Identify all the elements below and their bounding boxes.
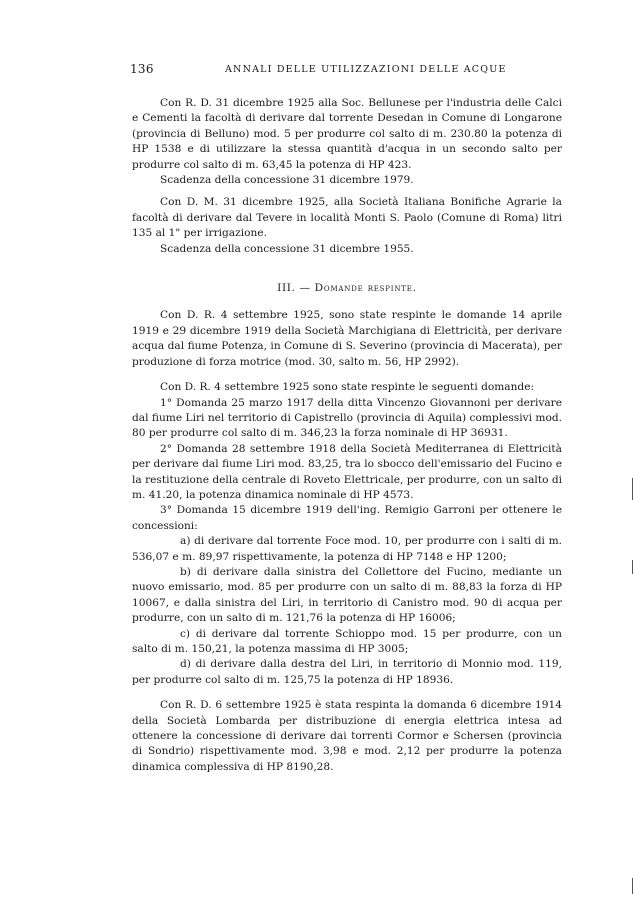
paragraph-domanda-2: 2° Domanda 28 settembre 1918 della Società Mediterranea di Elettricità per derivare dal fiume Liri mod. 83,25, tra lo sbocco dell'emissario del Fucino e la restituzione della centrale di Roveto Elettricale, per produrre, con un salto di m. 41.20, la potenza dinamica nominale di HP 4573. [132, 442, 562, 501]
page-number: 136 [130, 62, 154, 76]
paragraph-domanda-1: 1° Domanda 25 marzo 1917 della ditta Vincenzo Giovannoni per derivare dal fiume Liri nel territorio di Capistrello (provincia di Aquila) complessivi mod. 80 per produrre col salto di m. 346,23 la forza nominale di HP 36931. [132, 396, 562, 440]
paragraph-domanda-3: 3° Domanda 15 dicembre 1919 dell'ing. Remigio Garroni per ottenere le concessioni: [132, 504, 562, 532]
paragraph-expiry-1955: Scadenza della concessione 31 dicembre 1955. [160, 242, 414, 255]
paragraph-expiry-1979: Scadenza della concessione 31 dicembre 1979. [160, 174, 414, 187]
paragraph-potenza: Con D. R. 4 settembre 1925, sono state respinte le domande 14 aprile 1919 e 29 dicembre 1919 della Società Marchigiana di Elettricità, per derivare acqua dal fiume Potenza, in Comune di S. Severino (provincia di Macerata), per produzione di forza motrice (mod. 30, salto m. 56, HP 2992). [132, 309, 562, 368]
paragraph-item-c: c) di derivare dal torrente Schioppo mod. 15 per produrre, con un salto di m. 150,21, la potenza massima di HP 3005; [132, 627, 562, 655]
page-body [132, 96, 562, 775]
paragraph-lombarda: Con R. D. 6 settembre 1925 è stata respinta la domanda 6 dicembre 1914 della Società Lombarda per distribuzione di energia elettrica intesa ad ottenere la concessione di derivare dai torrenti Cormor e Schersen (provincia di Sondrio) rispettivamente mod. 3,98 e mod. 2,12 per produrre la potenza dinamica complessiva di HP 8190,28. [132, 699, 562, 773]
paragraph-longarone: Con R. D. 31 dicembre 1925 alla Soc. Bellunese per l'industria delle Calci e Cementi la facoltà di derivare dal torrente Desedan in Comune di Longarone (provincia di Belluno) mod. 5 per produrre col salto di m. 230.80 la potenza di HP 1538 e di utilizzare la stessa quantità d'acqua in un secondo salto per produrre col salto di m. 63,45 la potenza di HP 423. [132, 97, 562, 171]
paragraph-tevere: Con D. M. 31 dicembre 1925, alla Società Italiana Bonifiche Agrarie la facoltà di derivare dal Tevere in località Monti S. Paolo (Comune di Roma) litri 135 al 1" per irrigazione. [132, 196, 562, 240]
paragraph-intro-domande: Con D. R. 4 settembre 1925 sono state respinte le seguenti domande: [160, 381, 535, 394]
section-number: III. — [277, 282, 311, 295]
running-head: ANNALI DELLE UTILIZZAZIONI DELLE ACQUE [225, 64, 507, 75]
paragraph-item-b: b) di derivare dalla sinistra del Collettore del Fucino, mediante un nuovo emissario, mod. 85 per produrre con un salto di m. 88,83 la forza di HP 10067, e dalla sinistra del Liri, in territorio di Canistro mod. 90 di acqua per produrre, con un salto di m. 121,76 la potenza di HP 16006; [132, 565, 562, 625]
paragraph-item-a: a) di derivare dal torrente Foce mod. 10, per produrre con i salti di m. 536,07 e m. 89,97 rispettivamente, la potenza di HP 7148 e HP 1200; [132, 535, 562, 563]
paragraph-item-d: d) di derivare dalla destra del Liri, in territorio di Monnio mod. 119, per produrre col salto di m. 125,75 la potenza di HP 18936. [132, 658, 562, 686]
section-heading [132, 281, 562, 296]
section-name: Domande respinte. [314, 282, 417, 295]
